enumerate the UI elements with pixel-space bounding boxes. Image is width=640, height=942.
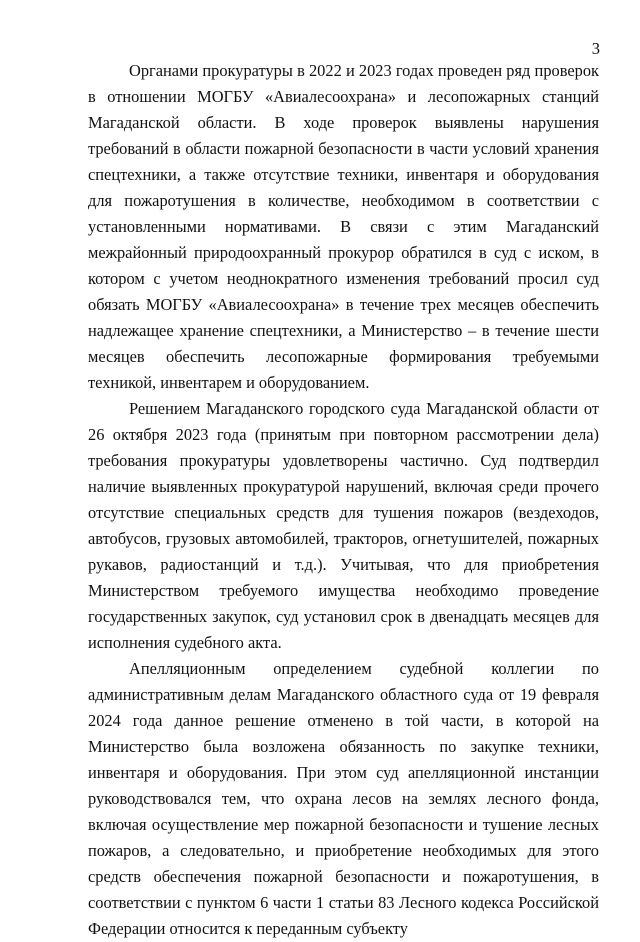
- paragraph-city-court-decision: Решением Магаданского городского суда Магаданской области от 26 октября 2023 года (принятым при повторном рассмотрении дела) требования прокуратуры удовлетворены частично. Суд подтвердил наличие выявленных прокуратурой нарушений, включая среди прочего отсутствие специальных средств для тушения пожаров (вездеходов, автобусов, грузовых автомобилей, тракторов, огнетушителей, пожарных рукавов, радиостанций и т.д.). Учитывая, что для приобретения Министерством требуемого имущества необходимо проведение государственных закупок, суд установил срок в двенадцать месяцев для исполнения судебного акта.: [88, 399, 599, 652]
- paragraph-prosecutor-inspections: Органами прокуратуры в 2022 и 2023 годах проведен ряд проверок в отношении МОГБУ «Авиалесоохрана» и лесопожарных станций Магаданской области. В ходе проверок выявлены нарушения требований в области пожарной безопасности в части условий хранения спецтехники, а также отсутствие техники, инвентаря и оборудования для пожаротушения в количестве, необходимом в соответствии с установленными нормативами. В связи с этим Магаданский межрайонный природоохранный прокурор обратился в суд с иском, в котором с учетом неоднократного изменения требований просил суд обязать МОГБУ «Авиалесоохрана» в течение трех месяцев обеспечить надлежащее хранение спецтехники, а Министерство – в течение шести месяцев обеспечить лесопожарные формирования требуемыми техникой, инвентарем и оборудованием.: [88, 61, 599, 392]
- document-body: [88, 58, 599, 942]
- paragraph-appeal-ruling: Апелляционным определением судебной коллегии по административным делам Магаданского областного суда от 19 февраля 2024 года данное решение отменено в той части, в которой на Министерство была возложена обязанность по закупке техники, инвентаря и оборудования. При этом суд апелляционной инстанции руководствовался тем, что охрана лесов на землях лесного фонда, включая осуществление мер пожарной безопасности и тушение лесных пожаров, а следовательно, и приобретение необходимых для этого средств обеспечения пожарной безопасности и пожаротушения, в соответствии с пунктом 6 части 1 статьи 83 Лесного кодекса Российской Федерации относится к переданным субъекту: [88, 659, 599, 938]
- page-number: 3: [591, 39, 600, 58]
